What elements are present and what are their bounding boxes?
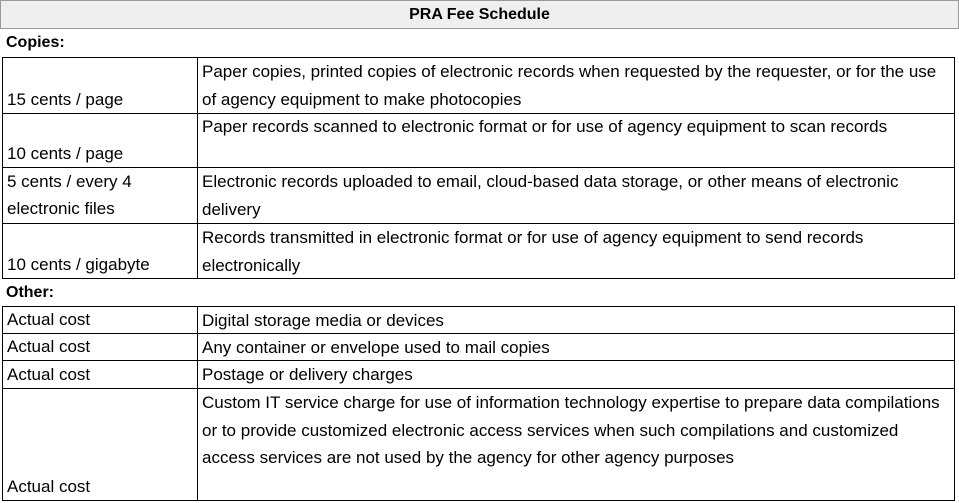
fee-cell: 5 cents / every 4 electronic files bbox=[3, 168, 198, 223]
table-row bbox=[2, 113, 955, 168]
fee-cell: 10 cents / gigabyte bbox=[3, 224, 198, 278]
table-title: PRA Fee Schedule bbox=[0, 0, 959, 29]
fee-cell: Actual cost bbox=[3, 361, 198, 388]
description-cell: Paper records scanned to electronic format or for use of agency equipment to scan records bbox=[202, 117, 888, 136]
table-row bbox=[2, 168, 955, 224]
fee-cell: 15 cents / page bbox=[3, 58, 198, 113]
description-cell: Postage or delivery charges bbox=[202, 365, 413, 384]
description-cell: Paper copies, printed copies of electronic records when requested by the requester, or for the use of agency equipment to make photocopies bbox=[202, 62, 937, 109]
section-label-copies: Copies: bbox=[6, 34, 65, 51]
table-row bbox=[2, 57, 955, 114]
fee-cell: 10 cents / page bbox=[3, 113, 198, 167]
description-cell: Digital storage media or devices bbox=[202, 311, 444, 330]
table-row bbox=[2, 306, 955, 334]
fee-cell: Actual cost bbox=[3, 334, 198, 360]
description-cell: Custom IT service charge for use of information technology expertise to prepare data compilations or to provide customized electronic access services when such compilations and customized access services are not used by the agency for other agency purposes bbox=[202, 393, 940, 467]
section-label-other: Other: bbox=[6, 284, 54, 301]
table-row bbox=[2, 361, 955, 389]
table-row bbox=[2, 389, 955, 501]
description-cell: Records transmitted in electronic format or for use of agency equipment to send records electronically bbox=[202, 228, 864, 275]
fee-cell: Actual cost bbox=[3, 389, 198, 500]
description-cell: Electronic records uploaded to email, cloud-based data storage, or other means of electronic delivery bbox=[202, 172, 899, 219]
table-row bbox=[2, 334, 955, 361]
fee-cell: Actual cost bbox=[3, 307, 198, 333]
description-cell: Any container or envelope used to mail copies bbox=[202, 338, 550, 357]
table-row bbox=[2, 224, 955, 279]
